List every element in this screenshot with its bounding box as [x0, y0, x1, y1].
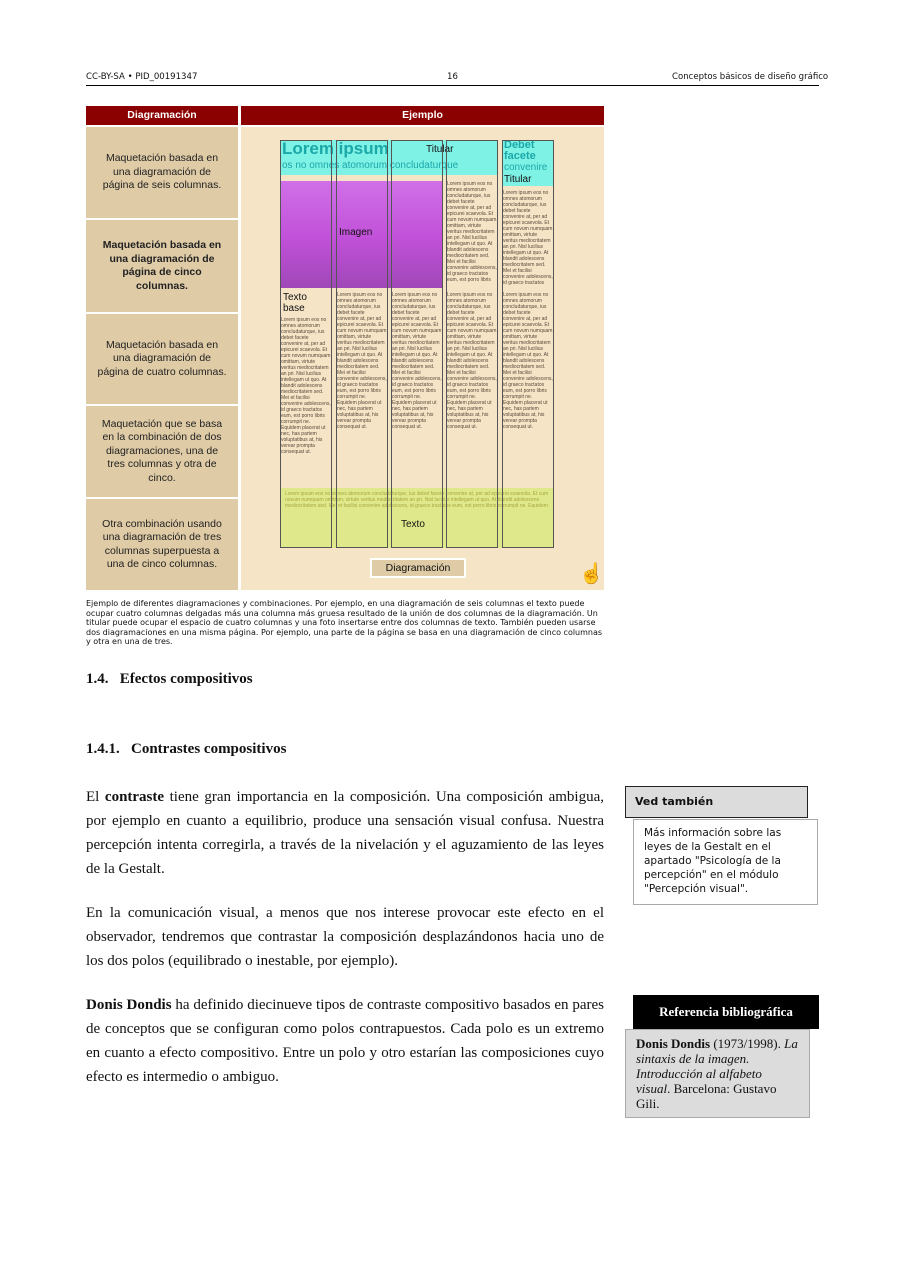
- layout-option-five[interactable]: Maquetación basada en una diagramación de página de cinco columnas.: [86, 220, 238, 312]
- paragraph-2: En la comunicación visual, a menos que nos interese provocar este efecto en el observador, tendremos que contrastar la composición desplazándonos hacia uno de los dos polos (equilibrado o inestable, por ejemplo).: [86, 905, 604, 969]
- subsection-heading: [86, 741, 286, 758]
- layout-option-six[interactable]: Maquetación basada en una diagramación de página de seis columnas.: [86, 127, 238, 218]
- reference-title: Referencia bibliográfica: [633, 995, 819, 1029]
- header-license: CC-BY-SA • PID_00191347: [86, 72, 198, 82]
- lorem-col6-top: Lorem ipsum eos no omnes atomorum concludaturque, ius debet facete convenire at, per ad epicurei scaevola. Et cum novum numquam omittam, virtute veritus mediocritatem an pri. Nisl lucilius intellegam ut quo. At blandit adolescens mediocritatem sed. Mei et facilisi convenire adolescens, id graeco tractatos: [503, 190, 553, 286]
- layout-option-four[interactable]: Maquetación basada en una diagramación de página de cuatro columnas.: [86, 314, 238, 404]
- p1-text-rest: tiene gran importancia en la composición. Una composición ambigua, por ejemplo en cuanto a equilibrio, produce una sensación visual confusa. Nuestra percepción intenta corregirla, a través de la nivelación y el aguzamiento de las leyes de la Gestalt.: [86, 789, 604, 877]
- reference-text: [625, 1029, 810, 1118]
- mock-headline: Lorem ipsum: [282, 139, 389, 158]
- paragraph-1: [86, 785, 604, 881]
- pointing-hand-icon[interactable]: ☝: [579, 563, 604, 585]
- reference-book: La sintaxis de la imagen. Introducción al alfabeto visual: [636, 1036, 798, 1096]
- section-heading: [86, 671, 253, 688]
- layout-option-combo-3-5[interactable]: Maquetación que se basa en la combinación de dos diagramaciones, una de tres columnas y otra de cinco.: [86, 406, 238, 497]
- reference-year: (1973/1998).: [710, 1036, 785, 1051]
- header-rule: [86, 85, 819, 86]
- grid-column: [446, 140, 498, 548]
- p1-bold: contraste: [104, 789, 165, 805]
- lorem-col4-top: Lorem ipsum eos no omnes atomorum concludaturque, ius debet facete convenire at, per ad epicurei scaevola. Et cum novum numquam omittam, virtute veritus mediocritatem an pri. Nisl lucilius intellegam ut quo. At blandit adolescens mediocritatem sed. Mei et facilisi convenire adolescens, id graeco tractatos eum, est porro libris: [447, 181, 497, 283]
- side-subhead: convenire: [504, 162, 548, 173]
- diagram-figure: [86, 106, 604, 590]
- example-panel: [241, 127, 604, 590]
- titular-label: Titular: [426, 144, 454, 155]
- grid-column: [280, 140, 332, 548]
- col-header-diagramacion: Diagramación: [86, 106, 238, 125]
- lorem-col3: Lorem ipsum eos no omnes atomorum concludaturque, ius debet facete convenire at, per ad epicurei scaevola. Et cum novum numquam omittam, virtute veritus mediocritatem an pri. Nisl lucilius intellegam ut quo. At blandit adolescens mediocritatem sed. Mei et facilisi convenire adolescens, id graeco tractatos eum, est porro libris corrumpit ne. Equidem placerat ut nec, has partem voluptatibus at, his verear prompta consequat ut.: [392, 292, 442, 430]
- p3-bold: Donis Dondis: [86, 997, 172, 1013]
- section-title: Efectos compositivos: [119, 671, 253, 687]
- col-header-ejemplo: Ejemplo: [241, 106, 604, 125]
- texto-base-label: Texto base: [283, 292, 307, 314]
- section-number: 1.4.: [86, 671, 109, 687]
- p3-text: ha definido diecinueve tipos de contraste compositivo basados en pares de conceptos que se configuran como polos contrapuestos. Cada polo es un extremo en cuanto a efecto compositivo. Entre un polo y otro estarían las composiciones cuyo efecto es intermedio o ambiguo.: [86, 997, 604, 1085]
- subsection-title: Contrastes compositivos: [131, 741, 287, 757]
- texto-label: Texto: [401, 519, 425, 530]
- reference-publisher: . Barcelona: Gustavo Gili.: [636, 1081, 777, 1111]
- side-titular-label: Titular: [504, 174, 532, 185]
- paragraph-3: [86, 993, 604, 1089]
- layout-option-combo-3-over-5[interactable]: Otra combinación usando una diagramación de tres columnas superpuesta a una de cinco columnas.: [86, 499, 238, 590]
- lorem-col2: Lorem ipsum eos no omnes atomorum concludaturque, ius debet facete convenire at, per ad epicurei scaevola. Et cum novum numquam omittam, virtute veritus mediocritatem an pri. Nisl lucilius intellegam ut quo. At blandit adolescens mediocritatem sed. Mei et facilisi convenire adolescens, id graeco tractatos eum, est porro libris corrumpit ne. Equidem placerat ut nec, has partem voluptatibus at, his verear prompta consequat ut.: [337, 292, 387, 430]
- lorem-wide: Lorem ipsum eos no omnes atomorum concludaturque, ius debet facete convenire at, per ad epicurei scaevola. Et cum novum numquam omittam, virtute veritus mediocritatem an pri. Nisl lucilius intellegam ut quo. At blandit adolescens mediocritatem sed. Mei et facilisi convenire adolescens, id graeco tractatos eum, est porro libris corrumpit ne. Equidem: [285, 491, 549, 509]
- mock-subhead: os no omnes atomorum concludaturque: [282, 160, 459, 171]
- header-title: Conceptos básicos de diseño gráfico: [672, 72, 829, 82]
- lorem-col4: Lorem ipsum eos no omnes atomorum concludaturque, ius debet facete convenire at, per ad epicurei scaevola. Et cum novum numquam omittam, virtute veritus mediocritatem an pri. Nisl lucilius intellegam ut quo. At blandit adolescens mediocritatem sed. Mei et facilisi convenire adolescens, id graeco tractatos eum, est porro libris corrumpit ne. Equidem placerat ut nec, has partem voluptatibus at, his verear prompta consequat ut.: [447, 292, 497, 430]
- image-label: Imagen: [339, 227, 373, 238]
- see-also-title: Ved también: [625, 786, 808, 818]
- grid-column: [391, 140, 443, 548]
- grid-column: [336, 140, 388, 548]
- diagramacion-button[interactable]: Diagramación: [370, 558, 466, 578]
- lorem-col1: Lorem ipsum eos no omnes atomorum concludaturque, ius debet facete convenire at, per ad epicurei scaevola. Et cum novum numquam omittam, virtute veritus mediocritatem an pri. Nisl lucilius intellegam ut quo. At blandit adolescens mediocritatem sed. Mei et facilisi convenire adolescens, id graeco tractatos eum, est porro libris corrumpit ne. Equidem placerat ut nec, has partem voluptatibus at, his verear prompta consequat ut.: [281, 317, 331, 455]
- grid-column: [502, 140, 554, 548]
- see-also-text: Más información sobre las leyes de la Gestalt en el apartado "Psicología de la percepción" en el módulo "Percepción visual".: [633, 819, 818, 905]
- figure-caption: Ejemplo de diferentes diagramaciones y combinaciones. Por ejemplo, en una diagramación de seis columnas el texto puede ocupar cuatro columnas delgadas más una columna más gruesa resultado de la unión de dos columnas de la diagramación. Un titular puede ocupar el espacio de cuatro columnas y una foto insertarse entre dos columnas de texto. También pueden usarse dos diagramaciones en una misma página. Por ejemplo, una parte de la página se basa en una diagramación de cinco columnas y otra en una de tres.: [86, 599, 603, 646]
- p1-text: El: [86, 789, 105, 805]
- side-headline: Debet facete: [504, 139, 536, 162]
- page-number: 16: [447, 72, 458, 82]
- subsection-number: 1.4.1.: [86, 741, 120, 757]
- lorem-col6: Lorem ipsum eos no omnes atomorum concludaturque, ius debet facete convenire at, per ad epicurei scaevola. Et cum novum numquam omittam, virtute veritus mediocritatem an pri. Nisl lucilius intellegam ut quo. At blandit adolescens mediocritatem sed. Mei et facilisi convenire adolescens, id graeco tractatos eum, est porro libris corrumpit ne. Equidem placerat ut nec, has partem voluptatibus at, his verear prompta consequat ut.: [503, 292, 553, 430]
- body-text: [86, 785, 604, 1109]
- reference-author: Donis Dondis: [636, 1036, 711, 1051]
